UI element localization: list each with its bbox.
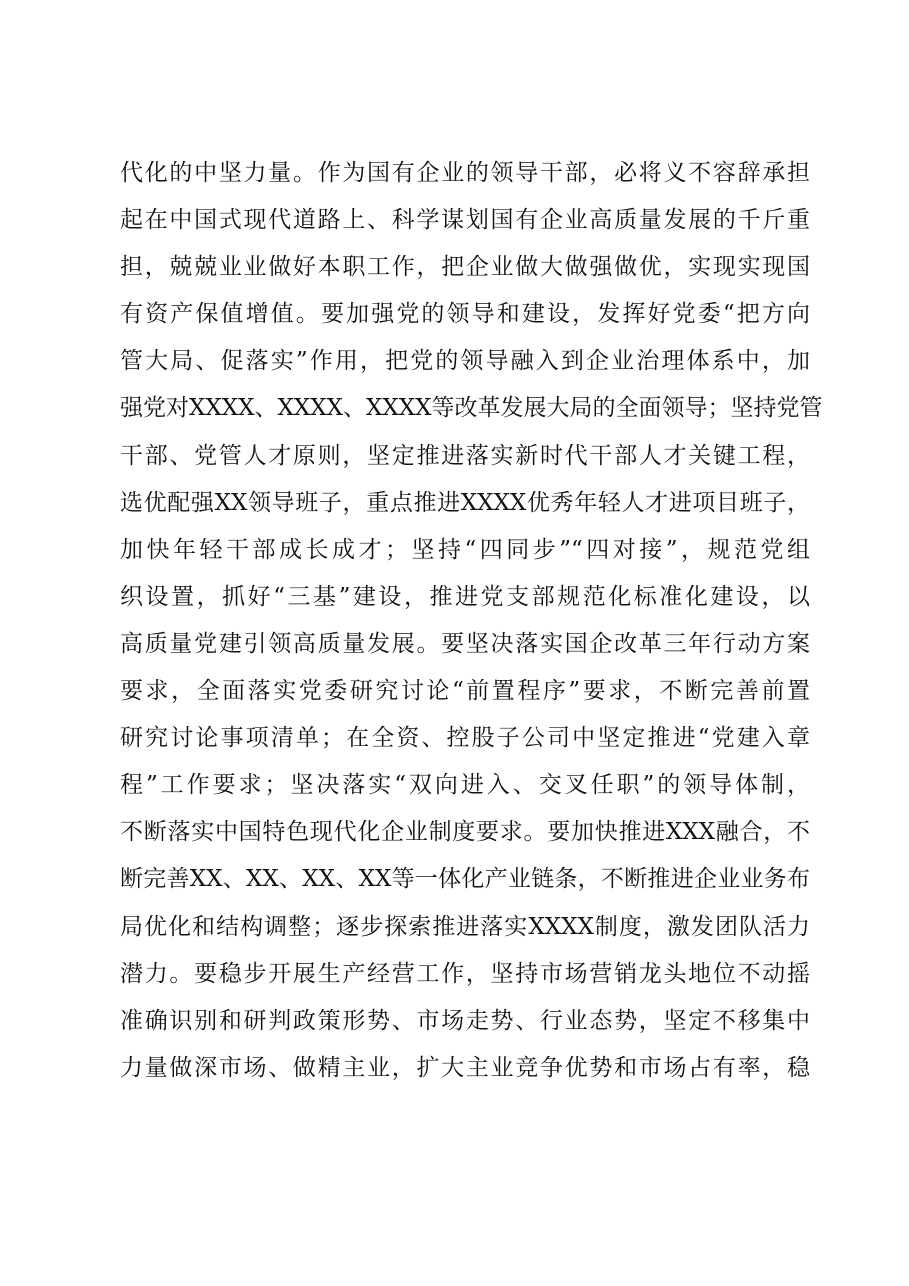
text-line: 潜力。要稳步开展生产经营工作，坚持市场营销龙头地位不动摇 <box>120 960 810 987</box>
text-line: 强党对XXXX、XXXX、XXXX等改革发展大局的全面领导；坚持党管 <box>120 395 823 422</box>
body-paragraph <box>120 150 823 1092</box>
text-line: 代化的中坚力量。作为国有企业的领导干部，必将义不容辞承担 <box>120 160 810 186</box>
text-line: 局优化和结构调整；逐步探索推进落实XXXX制度，激发团队活力 <box>120 913 810 940</box>
text-line: 起在中国式现代道路上、科学谋划国有企业高质量发展的千斤重 <box>120 207 810 234</box>
text-line: 加快年轻干部成长成才；坚持“四同步”“四对接”，规范党组 <box>120 536 810 563</box>
text-line: 研究讨论事项清单；在全资、控股子公司中坚定推进“党建入章 <box>120 725 810 752</box>
text-line: 有资产保值增值。要加强党的领导和建设，发挥好党委“把方向 <box>120 301 810 328</box>
text-line: 力量做深市场、做精主业，扩大主业竞争优势和市场占有率，稳 <box>120 1054 810 1081</box>
text-line: 不断落实中国特色现代化企业制度要求。要加快推进XXX融合，不 <box>120 819 810 846</box>
text-line: 要求，全面落实党委研究讨论“前置程序”要求，不断完善前置 <box>120 678 810 705</box>
text-line: 担，兢兢业业做好本职工作，把企业做大做强做优，实现实现国 <box>120 254 810 281</box>
text-line: 织设置，抓好“三基”建设，推进党支部规范化标准化建设，以 <box>120 583 810 610</box>
text-line: 管大局、促落实”作用，把党的领导融入到企业治理体系中，加 <box>120 348 810 375</box>
text-line: 断完善XX、XX、XX、XX等一体化产业链条，不断推进企业业务布 <box>120 866 810 893</box>
text-line: 程”工作要求；坚决落实“双向进入、交叉任职”的领导体制， <box>120 772 810 799</box>
text-line: 准确识别和研判政策形势、市场走势、行业态势，坚定不移集中 <box>120 1007 810 1034</box>
text-line: 高质量党建引领高质量发展。要坚决落实国企改革三年行动方案 <box>120 630 810 657</box>
text-line: 选优配强XX领导班子，重点推进XXXX优秀年轻人才进项目班子， <box>120 489 810 516</box>
text-line: 干部、党管人才原则，坚定推进落实新时代干部人才关键工程， <box>120 442 810 469</box>
